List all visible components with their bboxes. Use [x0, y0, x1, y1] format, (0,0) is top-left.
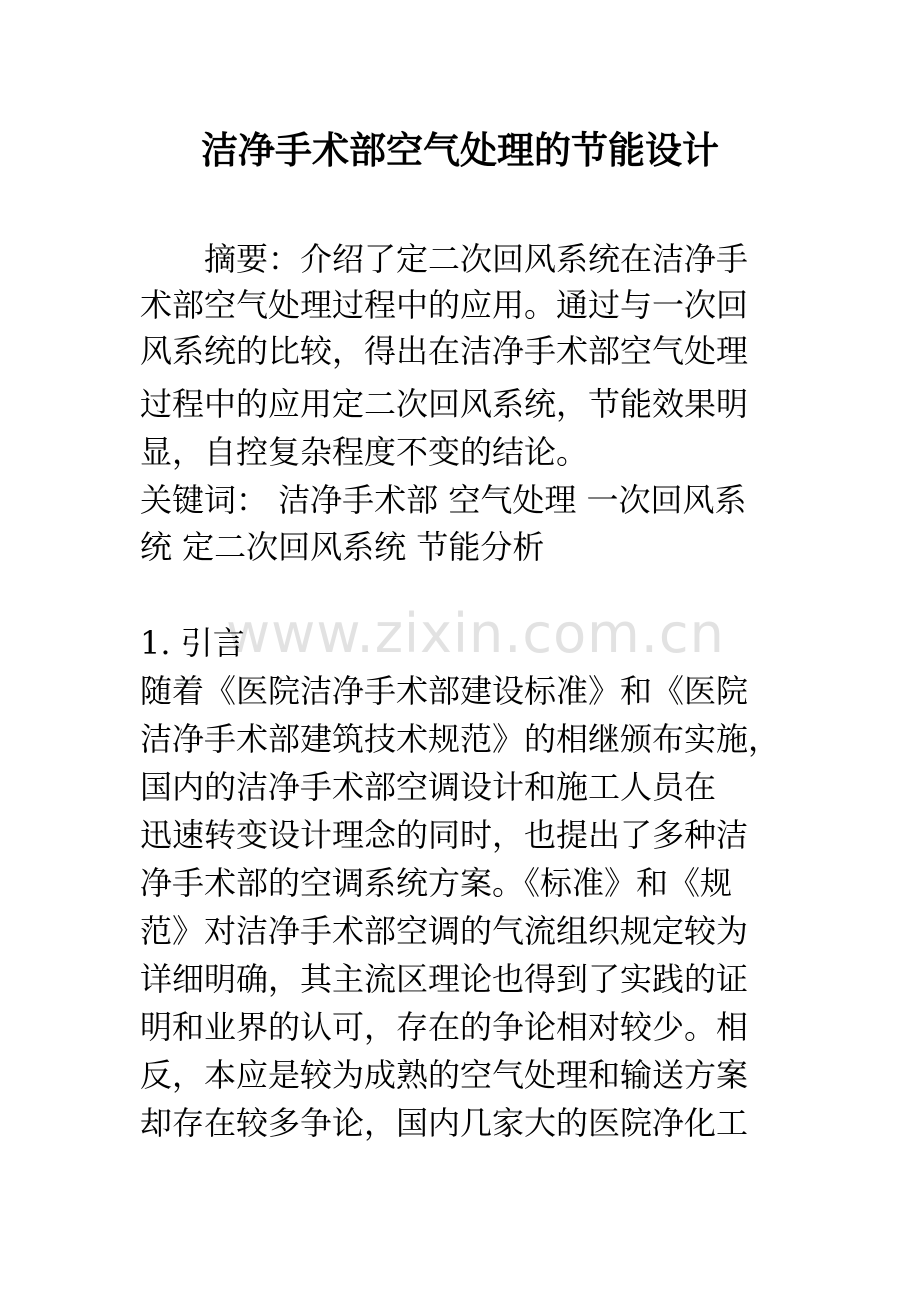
abstract-line: 显，自控复杂程度不变的结论。: [140, 433, 589, 471]
body-line: 洁净手术部建筑技术规范》的相继颁布实施，: [140, 720, 781, 758]
body-line: 国内的洁净手术部空调设计和施工人员在: [140, 768, 717, 806]
abstract-line: 过程中的应用定二次回风系统，节能效果明: [140, 385, 749, 423]
abstract-line: 风系统的比较，得出在洁净手术部空气处理: [140, 332, 749, 370]
watermark-text: www.zixin.com.cn: [226, 602, 725, 665]
body-line: 随着《医院洁净手术部建设标准》和《医院: [140, 672, 749, 710]
body-line: 迅速转变设计理念的同时，也提出了多种洁: [140, 816, 749, 854]
keywords-line: 统 定二次回风系统 节能分析: [140, 528, 545, 566]
keywords-line: 关键词： 洁净手术部 空气处理 一次回风系: [140, 481, 747, 519]
body-line: 净手术部的空调系统方案。《标准》和《规: [140, 864, 733, 902]
abstract-line: 术部空气处理过程中的应用。通过与一次回: [140, 286, 749, 324]
body-line: 明和业界的认可，存在的争论相对较少。相: [140, 1008, 749, 1046]
body-line: 范》对洁净手术部空调的气流组织规定较为: [140, 912, 749, 950]
abstract-line: 摘要：介绍了定二次回风系统在洁净手: [140, 240, 749, 278]
document-title: 洁净手术部空气处理的节能设计: [201, 128, 719, 172]
body-line: 却存在较多争论，国内几家大的医院净化工: [140, 1104, 749, 1142]
section-heading: 1. 引言: [140, 624, 245, 662]
body-line: 详细明确，其主流区理论也得到了实践的证: [140, 960, 749, 998]
body-line: 反，本应是较为成熟的空气处理和输送方案: [140, 1056, 749, 1094]
